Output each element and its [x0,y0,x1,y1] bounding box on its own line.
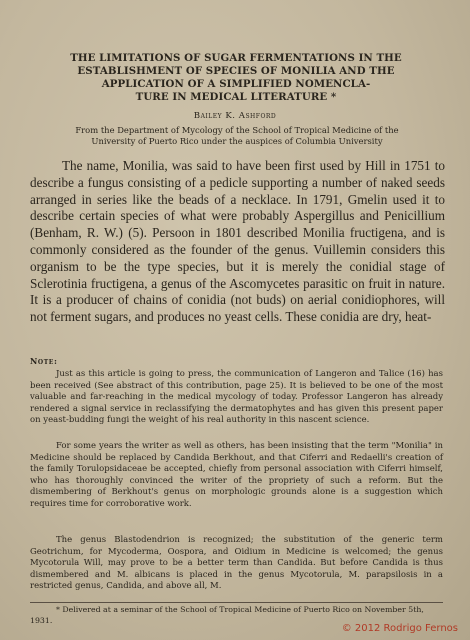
affiliation-line: University of Puerto Rico under the auspices of Columbia University [91,136,383,146]
note-paragraph-2: For some years the writer as well as others, has been insisting that the term "Monilia" in Medicine should be replaced by Candida Berkhout, and that Ciferri and Redaelli's creation of the family Torulopsidaceae be accepted, chiefly from personal association with Ciferri himself, who has thoroughly convinced the writer of the propriety of such a reform. But the dismembering of Berkhout's genus on morphologic grounds alone is a suggestion which requires time for corroborative work. [30,441,443,509]
body-paragraph: The name, Monilia, was said to have been first used by Hill in 1751 to describe a fungus consisting of a pedicle supporting a number of naked seeds arranged in series like the beads of a necklace. In 1791, Gmelin used it to describe certain species of what were probably Aspergillus and Penicillium (Benham, R. W.) (5). Persoon in 1801 described Monilia fructigena, and is commonly considered as the founder of the genus. Vuillemin considers this organism to be the type species, but it is merely the conidial stage of Sclerotinia fructigena, a genus of the Ascomycetes parasitic on fruit in nature. It is a producer of chains of conidia (not buds) on aerial conidiophores, will not ferment sugars, and produces no yeast cells. These conidia are dry, heat- [30,158,445,325]
title-line: TURE IN MEDICAL LITERATURE * [135,91,337,103]
footnote-divider [30,602,443,603]
footnote: * Delivered at a seminar of the School of Tropical Medicine of Puerto Rico on November 5th, 1931. [30,605,424,625]
title-line: ESTABLISHMENT OF SPECIES OF MONILIA AND THE [77,65,395,77]
affiliation [38,125,436,147]
affiliation-line: From the Department of Mycology of the School of Tropical Medicine of the [75,125,399,135]
article-title [40,52,432,104]
title-line: APPLICATION OF A SIMPLIFIED NOMENCLA- [101,78,371,90]
note-paragraph-1: Just as this article is going to press, the communication of Langeron and Talice (16) has been received (See abstract of this contribution, page 25). It is believed to be one of the most valuable and far-reaching in the medical mycology of today. Professor Langeron has already rendered a signal service in reclassifying the dermatophytes and has given this present paper on yeast-budding fungi the weight of his real authority in this nascent science. [30,369,443,425]
note-heading: Note: [30,356,58,366]
title-line: THE LIMITATIONS OF SUGAR FERMENTATIONS IN THE [70,52,402,64]
copyright-watermark: © 2012 Rodrigo Fernos [341,623,458,634]
note-paragraph-3: The genus Blastodendrion is recognized; the substitution of the generic term Geotrichum, for Mycoderma, Oospora, and Oidium in Medicine is welcomed; the genus Mycotorula Will, may prove to be a better term than Candida. But before Candida is thus dismembered and M. albicans is placed in the genus Mycotorula, M. parapsilosis in a restricted genus, Candida, and above all, M. [30,535,443,591]
author-name: Bailey K. Ashford [193,111,277,121]
